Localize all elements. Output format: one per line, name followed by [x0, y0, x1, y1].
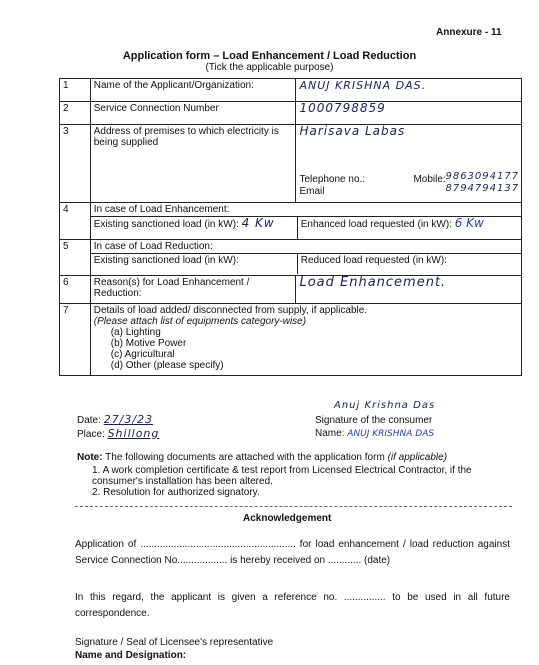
- load-details-note: (Please attach list of equipments category-wise): [93, 316, 307, 327]
- applicant-name-value[interactable]: ANUJ KRISHNA DAS.: [299, 79, 427, 92]
- address-value[interactable]: Harisava Labas: [299, 124, 406, 138]
- reason-label: Reason(s) for Load Enhancement / Reduction:: [90, 276, 296, 304]
- signature-label: Signature of the consumer: [315, 415, 433, 426]
- annexure-label: Annexure - 11: [436, 27, 502, 38]
- reason-value[interactable]: Load Enhancement.: [299, 275, 447, 290]
- service-connection-label: Service Connection Number: [90, 102, 296, 125]
- ack-title: Acknowledgement: [243, 513, 332, 524]
- note-item: 2. Resolution for authorized signatory.: [92, 487, 260, 498]
- applicant-name-label: Name of the Applicant/Organization:: [90, 79, 296, 102]
- ack-name-label: Name and Designation:: [75, 650, 187, 661]
- telephone-label: Telephone no.:: [299, 174, 366, 185]
- name-value[interactable]: ANUJ KRISHNA DAS: [347, 429, 435, 439]
- ack-paragraph-1: Application of ........................................................ for load enhancement / load reduction against Service Connection No.................. is hereby received on ............ (date): [75, 539, 510, 566]
- row-number: 5: [60, 240, 91, 276]
- address-label: Address of premises to which electricity is being supplied: [90, 125, 296, 203]
- date-label: Date:: [77, 415, 101, 426]
- form-subtitle: (Tick the applicable purpose): [205, 62, 334, 73]
- note-label: Note:: [77, 452, 103, 463]
- note-text: The following documents are attached with the application form: [105, 452, 385, 463]
- mobile-value-2[interactable]: 8794794137: [445, 183, 520, 194]
- ack-paragraph-2: In this regard, the applicant is given a reference no. ............... to be used in all future correspondence.: [75, 592, 510, 619]
- mobile-value[interactable]: 9863094177: [445, 171, 520, 182]
- application-table: [59, 78, 522, 376]
- row-number: 3: [60, 125, 91, 203]
- consumer-signature: Anuj Krishna Das: [334, 400, 436, 411]
- existing-load-label: Existing sanctioned load (in kW):: [93, 219, 239, 230]
- ack-signature-label: Signature / Seal of Licensee's representative: [75, 637, 274, 648]
- email-label: Email: [299, 186, 325, 197]
- divider: [75, 506, 512, 507]
- mobile-label: Mobile:: [413, 174, 446, 185]
- category-item: (c) Agricultural: [110, 349, 175, 360]
- service-connection-value[interactable]: 1000798859: [299, 101, 386, 115]
- category-item: (d) Other (please specify): [110, 360, 224, 371]
- enhanced-load-label: Enhanced load requested (in kW):: [300, 219, 452, 230]
- place-label: Place:: [77, 429, 105, 440]
- note-item: 1. A work completion certificate & test report from Licensed Electrical Contractor, if the consumer's installation has been altered.: [92, 465, 472, 487]
- row-number: 6: [60, 276, 91, 304]
- existing-load-label: Existing sanctioned load (in kW):: [91, 254, 298, 274]
- row-number: 7: [60, 304, 91, 376]
- name-label: Name:: [315, 428, 345, 439]
- enhanced-load-value[interactable]: 6 Kw: [454, 216, 484, 230]
- row-number: 2: [60, 102, 91, 125]
- row-number: 4: [60, 203, 91, 240]
- form-title: Application form – Load Enhancement / Load Reduction: [122, 50, 417, 62]
- place-value[interactable]: Shillong: [107, 427, 160, 440]
- category-item: (b) Motive Power: [110, 338, 187, 349]
- date-value[interactable]: 27/3/23: [103, 413, 154, 426]
- note-italic: (if applicable): [387, 452, 448, 463]
- load-reduction-label: In case of Load Reduction:: [91, 240, 521, 254]
- existing-load-value[interactable]: 4 Kw: [241, 216, 275, 230]
- load-details-label: Details of load added/ disconnected from supply, if applicable.: [93, 305, 368, 316]
- load-enhancement-label: In case of Load Enhancement:: [91, 203, 521, 217]
- category-item: (a) Lighting: [110, 327, 161, 338]
- reduced-load-label: Reduced load requested (in kW):: [300, 255, 447, 266]
- row-number: 1: [60, 79, 91, 102]
